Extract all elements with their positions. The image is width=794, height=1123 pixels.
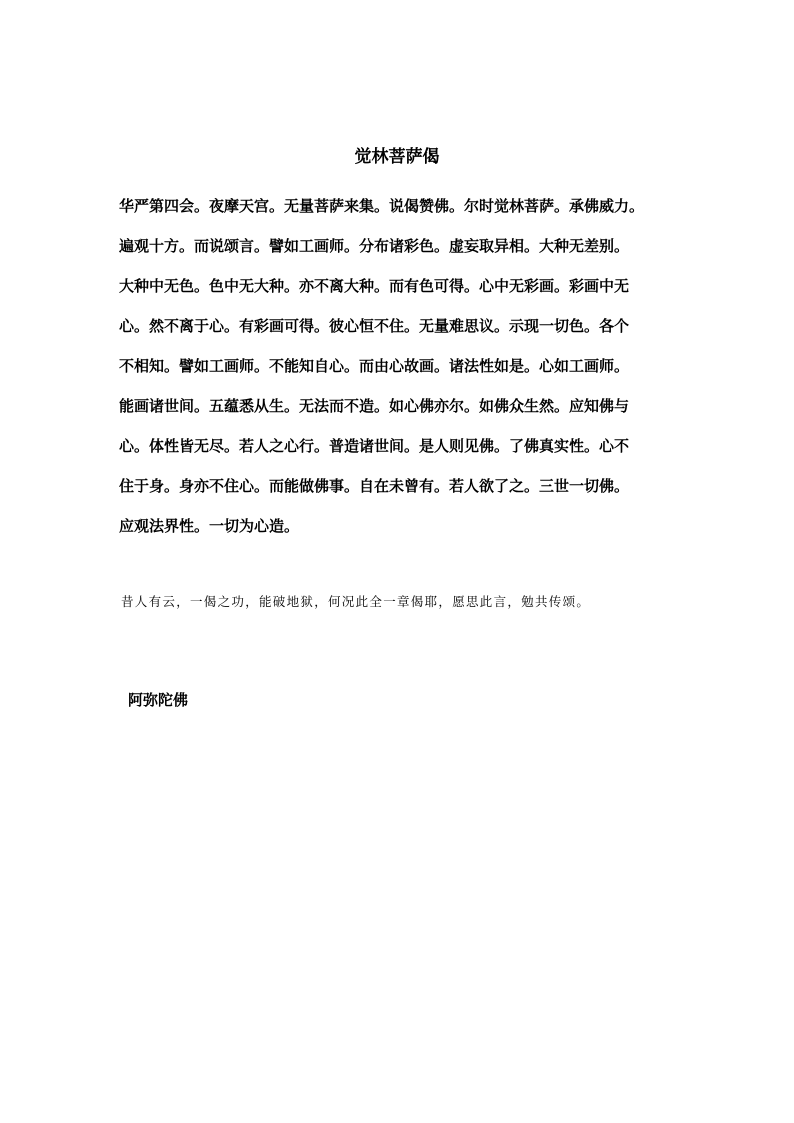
verse-line: 不相知。譬如工画师。不能知自心。而由心故画。诸法性如是。心如工画师。 bbox=[119, 357, 630, 375]
verse-line: 大种中无色。色中无大种。亦不离大种。而有色可得。心中无彩画。彩画中无 bbox=[119, 277, 630, 295]
verse-line: 住于身。身亦不住心。而能做佛事。自在未曾有。若人欲了之。三世一切佛。 bbox=[119, 477, 630, 495]
closing-invocation: 阿弥陀佛 bbox=[128, 691, 189, 709]
verse-line: 心。体性皆无尽。若人之心行。普造诸世间。是人则见佛。了佛真实性。心不 bbox=[119, 437, 630, 455]
verse-line: 应观法界性。一切为心造。 bbox=[119, 517, 300, 535]
verse-line: 华严第四会。夜摩天宫。无量菩萨来集。说偈赞佛。尔时觉林菩萨。承佛威力。 bbox=[119, 197, 645, 215]
verse-line: 心。然不离于心。有彩画可得。彼心恒不住。无量难思议。示现一切色。各个 bbox=[119, 317, 630, 335]
verse-line: 能画诸世间。五蕴悉从生。无法而不造。如心佛亦尔。如佛众生然。应知佛与 bbox=[119, 397, 630, 415]
commentary-note: 昔人有云，一偈之功，能破地狱，何况此全一章偈耶，愿思此言，勉共传颂。 bbox=[121, 594, 591, 609]
document-title: 觉林菩萨偈 bbox=[354, 147, 440, 167]
verse-line: 遍观十方。而说颂言。譬如工画师。分布诸彩色。虚妄取异相。大种无差别。 bbox=[119, 237, 630, 255]
verse-body bbox=[119, 196, 699, 556]
